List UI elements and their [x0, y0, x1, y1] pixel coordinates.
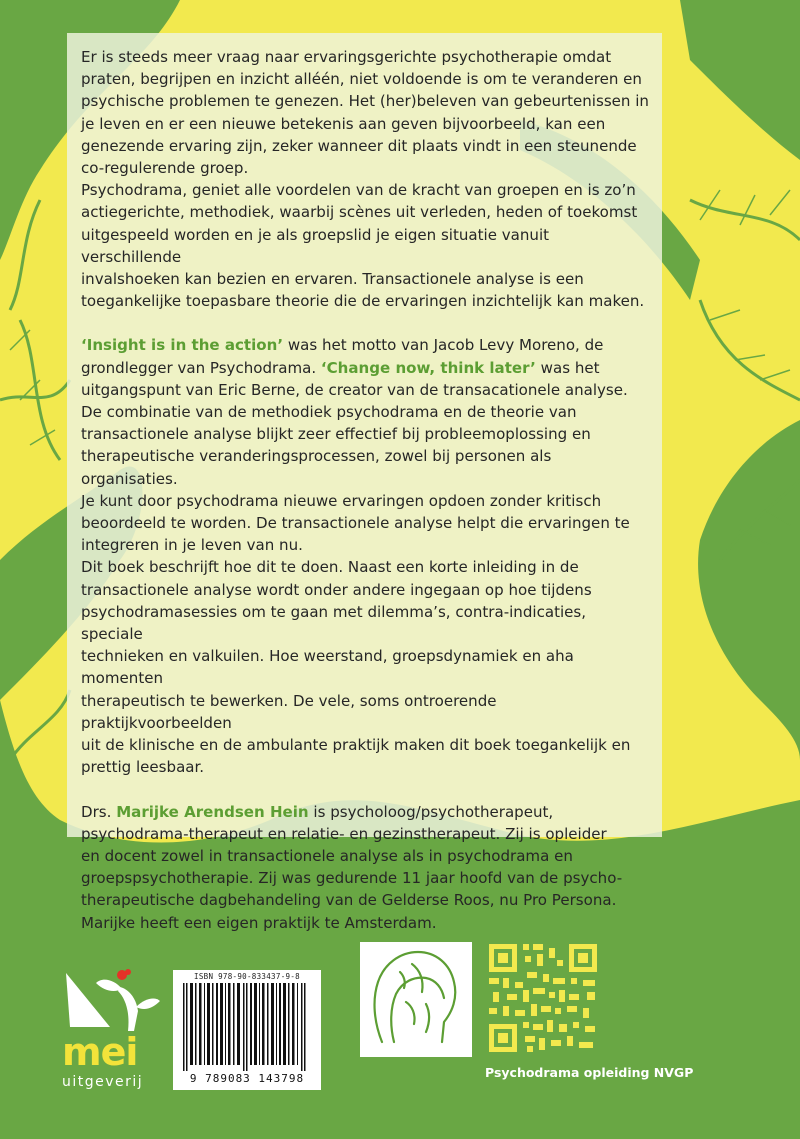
blurb-paragraph-2 [81, 334, 650, 778]
publisher-logo [62, 967, 162, 1097]
blurb-line: integreren in je leven van nu. [81, 536, 303, 555]
blurb-line: co-regulerende groep. [81, 159, 249, 178]
blurb-line: Dit boek beschrijft hoe dit te doen. Naast een korte inleiding in de [81, 558, 579, 577]
blurb-line: is psycholoog/psychotherapeut, [308, 802, 554, 821]
blurb-line: beoordeeld te worden. De transactionele analyse helpt die ervaringen te [81, 514, 630, 533]
author-bio [81, 801, 650, 934]
blurb-line: invalshoeken kan bezien en ervaren. Transactionele analyse is een [81, 270, 584, 289]
quote-berne: ‘Change now, think later’ [320, 358, 536, 377]
nvgp-logo [360, 942, 472, 1057]
nvgp-caption: Psychodrama opleiding NVGP [485, 1065, 694, 1080]
isbn-digits: 9 789083 143798 [189, 1072, 305, 1085]
blurb-line: was het [535, 358, 600, 377]
quote-moreno: ‘Insight is in the action’ [81, 336, 284, 355]
publisher-logo-word: mei [62, 1030, 138, 1074]
blurb-line: Psychodrama, geniet alle voordelen van de kracht van groepen en is zo’n [81, 181, 636, 200]
blurb-line: therapeutische dagbehandeling van de Gelderse Roos, nu Pro Persona. [81, 891, 617, 910]
blurb-line: groepspsychotherapie. Zij was gedurende 11 jaar hoofd van de psycho- [81, 869, 623, 888]
blurb-line: en docent zowel in transactionele analyse als in psychodrama en [81, 846, 573, 865]
blurb-line: Marijke heeft een eigen praktijk te Amsterdam. [81, 913, 437, 932]
blurb-line: therapeutische veranderingsprocessen, zowel bij personen als organisaties. [81, 447, 552, 488]
blurb-line: transactionele analyse blijkt zeer effectief bij probleemoplossing en [81, 425, 591, 444]
barcode-bars [177, 983, 317, 1071]
blurb-line: psychodrama-therapeut en relatie- en gezinstherapeut. Zij is opleider [81, 824, 607, 843]
blurb-line: actiegerichte, methodiek, waarbij scènes uit verleden, heden of toekomst [81, 203, 638, 222]
author-name: Marijke Arendsen Hein [116, 802, 309, 821]
blurb-line: Er is steeds meer vraag naar ervaringsgerichte psychotherapie omdat [81, 48, 612, 66]
blurb-line: was het motto van Jacob Levy Moreno, de [283, 336, 604, 355]
plant-sprout-icon [62, 967, 162, 1037]
blurb-line: De combinatie van de methodiek psychodrama en de theorie van [81, 403, 577, 422]
head-profile-icon [360, 942, 472, 1057]
blurb-line: genezende ervaring zijn, zeker wanneer dit plaats vindt in een steunende [81, 136, 637, 155]
qr-code [487, 942, 599, 1054]
blurb-line: technieken en valkuilen. Hoe weerstand, groepsdynamiek en aha momenten [81, 647, 574, 688]
isbn-label: ISBN 978-90-833437-9-8 [194, 972, 300, 981]
publisher-logo-sub: uitgeverij [62, 1074, 144, 1090]
blurb-line: je leven en er een nieuwe betekenis aan geven bijvoorbeeld, kan een [81, 114, 606, 133]
blurb-line: psychische problemen te genezen. Het (her)beleven van gebeurtenissen in [81, 92, 649, 111]
blurb-paragraph-1 [81, 46, 650, 312]
blurb-line: uit de klinische en de ambulante praktijk maken dit boek toegankelijk en [81, 736, 631, 755]
blurb-line: transactionele analyse wordt onder andere ingegaan op hoe tijdens [81, 580, 592, 599]
isbn-barcode [173, 970, 321, 1090]
blurb-line: praten, begrijpen en inzicht alléén, niet voldoende is om te veranderen en [81, 70, 642, 89]
blurb-line: psychodramasessies om te gaan met dilemma’s, contra-indicaties, speciale [81, 602, 587, 644]
blurb-line: grondlegger van Psychodrama. [81, 358, 321, 377]
blurb-line: uitgespeeld worden en je als groepslid je eigen situatie vanuit verschillende [81, 225, 550, 266]
blurb-line: therapeutisch te bewerken. De vele, soms ontroerende praktijkvoorbeelden [81, 691, 497, 732]
blurb-line: Drs. [81, 802, 117, 821]
blurb-line: Je kunt door psychodrama nieuwe ervaringen opdoen zonder kritisch [81, 491, 602, 510]
blurb-line: uitgangspunt van Eric Berne, de creator van de transacationele analyse. [81, 380, 628, 399]
blurb-line: prettig leesbaar. [81, 758, 205, 777]
blurb-line: toegankelijke toepasbare theorie die de ervaringen inzichtelijk kan maken. [81, 292, 645, 311]
back-cover-blurb [67, 33, 662, 932]
